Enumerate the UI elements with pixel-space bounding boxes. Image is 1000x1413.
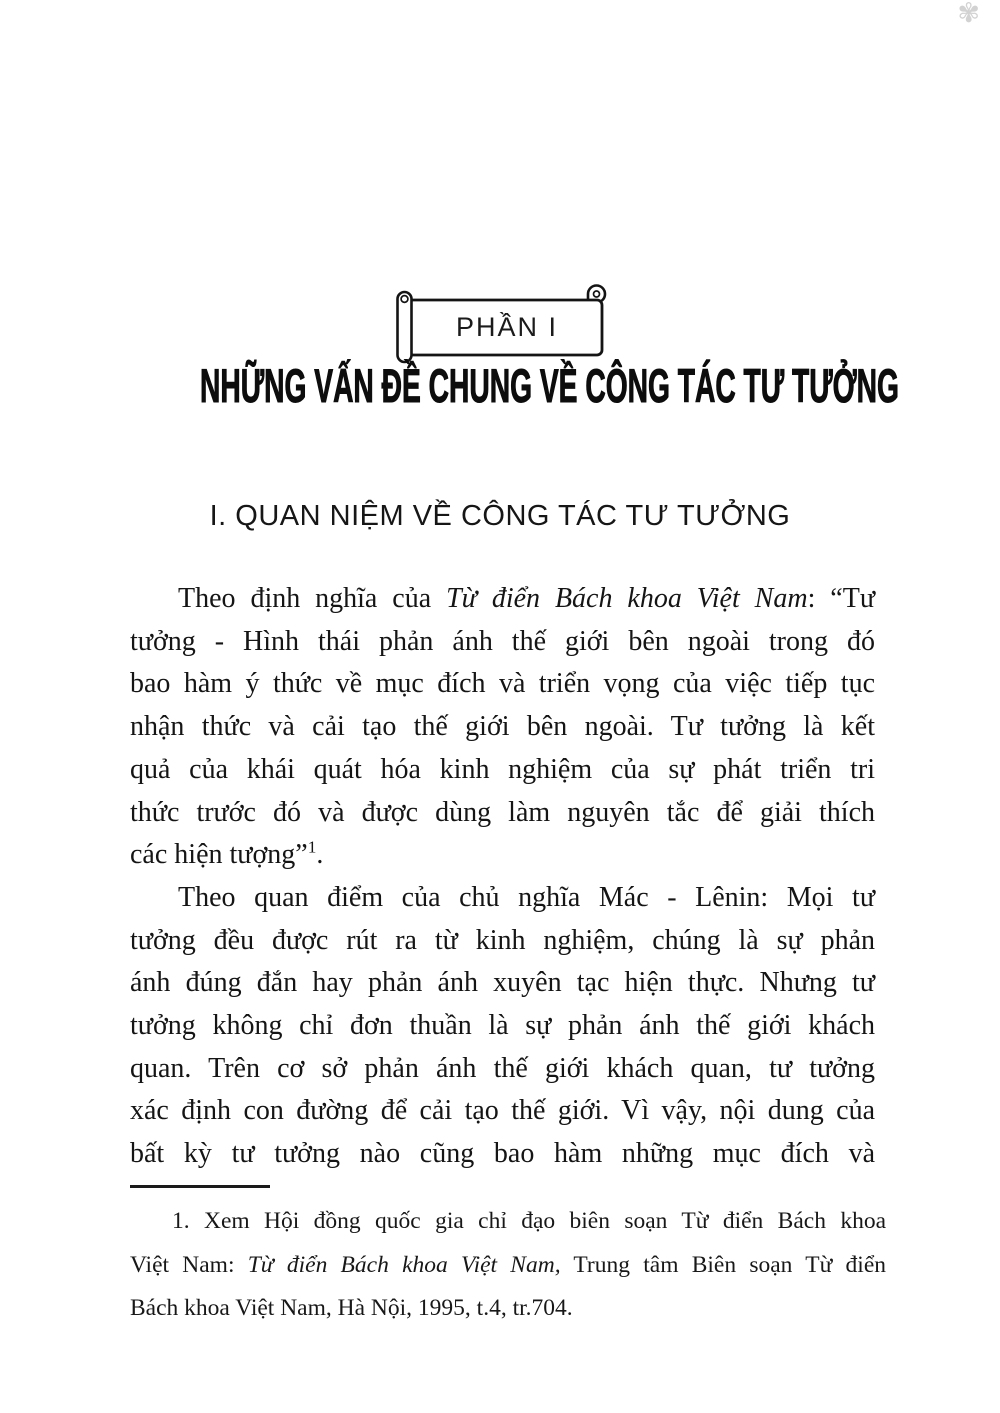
corner-flower-icon: ✾ <box>957 0 980 29</box>
body-text-line: tưởng đều được rút ra từ kinh nghiệm, chúng là sự phản <box>130 924 875 956</box>
footnote-line: Bách khoa Việt Nam, Hà Nội, 1995, t.4, tr.704. <box>130 1295 573 1321</box>
body-text-line: bao hàm ý thức về mục đích và triển vọng của việc tiếp tục <box>130 668 875 700</box>
section-heading: I. QUAN NIỆM VỀ CÔNG TÁC TƯ TƯỞNG <box>209 500 791 532</box>
body-text-line: ánh đúng đắn hay phản ánh xuyên tạc hiện thực. Nhưng tư <box>130 967 875 999</box>
part-banner-label: PHẦN I <box>455 312 559 342</box>
body-text-line: tưởng không chỉ đơn thuần là sự phản ánh thế giới khách <box>130 1010 875 1042</box>
part-banner <box>392 281 612 369</box>
body-text-line: quả của khái quát hóa kinh nghiệm của sự phát triển tri <box>130 753 875 785</box>
body-text-line: xác định con đường để cải tạo thế giới. Vì vậy, nội dung của <box>130 1095 875 1127</box>
body-text <box>130 578 875 1176</box>
chapter-title: NHỮNG VẤN ĐỀ CHUNG VỀ CÔNG TÁC TƯ TƯỞNG <box>200 359 899 412</box>
body-text-line: quan. Trên cơ sở phản ánh thế giới khách quan, tư tưởng <box>130 1052 875 1084</box>
footnote <box>130 1200 886 1331</box>
body-text-line: Theo định nghĩa của Từ điển Bách khoa Việt Nam: “Tư <box>178 583 876 614</box>
body-text-line: tưởng - Hình thái phản ánh thế giới bên ngoài trong đó <box>130 625 875 657</box>
body-text-line: các hiện tượng”$^1$. <box>130 837 324 871</box>
body-text-line: nhận thức và cải tạo thế giới bên ngoài. Tư tưởng là kết <box>130 711 875 743</box>
footnote-separator <box>130 1185 270 1188</box>
body-text-line: thức trước đó và được dùng làm nguyên tắc để giải thích <box>130 796 875 828</box>
footnote-line: 1. Xem Hội đồng quốc gia chỉ đạo biên soạn Từ điển Bách khoa <box>172 1208 886 1234</box>
body-text-line: bất kỳ tư tưởng nào cũng bao hàm những mục đích và <box>130 1138 875 1170</box>
body-text-line: Theo quan điểm của chủ nghĩa Mác - Lênin: Mọi tư <box>178 881 875 913</box>
footnote-line: Việt Nam: Từ điển Bách khoa Việt Nam, Trung tâm Biên soạn Từ điển <box>130 1251 886 1278</box>
